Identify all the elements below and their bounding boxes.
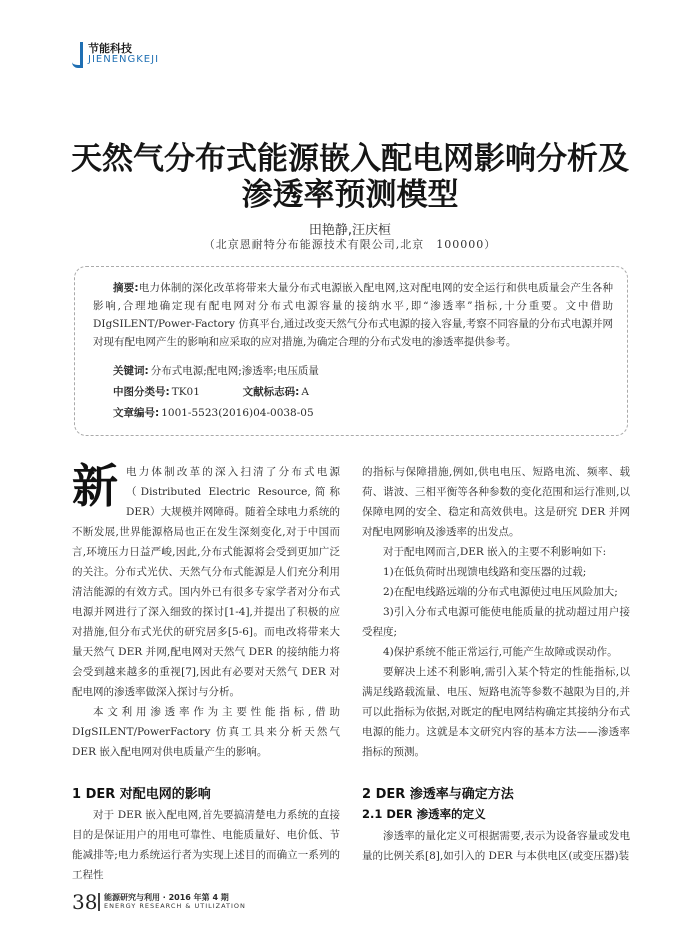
abstract-paragraph (93, 279, 613, 351)
article-number-line (113, 405, 314, 420)
section-2-heading: 2 DER 渗透率与确定方法 (362, 787, 514, 802)
page-number: 38 (72, 890, 98, 914)
article-authors: 田艳静,汪庆桓 (308, 223, 392, 238)
abstract-box (74, 266, 628, 436)
keywords-line (113, 363, 319, 378)
right-paragraph-3: 要解决上述不利影响,需引入某个特定的性能指标,以满足线路载流量、电压、短路电流等参数不越限为目的,并可以此指标为依据,对既定的配电网结构确定其接纳分布式电源的能力。这就是本文研究内容的基本方法——渗透率指标的预测。 (362, 666, 630, 758)
right-paragraph-1: 的指标与保障措施,例如,供电电压、短路电流、频率、载荷、谐波、三相平衡等各种参数的变化范围和运行准则,以保障电网的安全、稳定和高效供电。这是研究 DER 并网对配电网影响及渗透率的出发点。 (362, 466, 630, 538)
section-1-paragraph: 对于 DER 嵌入配电网,首先要搞清楚电力系统的直接目的是保证用户的用电可靠性、电能质量好、电价低、节能减排等;电力系统运行者为实现上述目的而确立一系列的工程性 (72, 809, 340, 881)
section-2-1-heading: 2.1 DER 渗透率的定义 (362, 807, 486, 821)
footer-journal-cn: 能源研究与利用 · 2016 年第 4 期 (104, 893, 229, 902)
doc-code-label: 文献标志码: (242, 386, 300, 398)
keywords-label: 关键词: (113, 365, 149, 377)
section-2-1-paragraph: 渗透率的量化定义可根据需要,表示为设备容量或发电量的比例关系[8],如引入的 DER 与本供电区(或变压器)装 (362, 830, 630, 862)
drop-cap: 新 (72, 459, 118, 513)
section-1-heading: 1 DER 对配电网的影响 (72, 787, 211, 802)
impact-item-3: 3)引入分布式电源可能使电能质量的扰动超过用户接受程度; (362, 606, 630, 638)
left-column-intro (72, 459, 340, 762)
abstract-label: 摘要: (113, 282, 139, 294)
intro-paragraph-1: 电力体制改革的深入扫清了分布式电源（Distributed Electric Resource,简称 DER）大规模并网障碍。随着全球电力系统的不断发展,世界能源格局也正在发生深刻变化,对于中国而言,环境压力日益严峻,因此,分布式能源将会受到更加广泛的关注。分布式光伏、天然气分布式能源是人们充分利用清洁能源的有效方式。国内外已有很多专家学者对分布式电源并网进行了深入细致的探讨[1-4],并提出了积极的应对措施,但分布式光伏的研究居多[5-6]。而电改将带来大量天然气 DER 并网,配电网对天然气 DER 的接纳能力将会受到越来越多的重视[7],因此有必要对天然气 DER 对配电网的渗透率做深入探讨与分析。 (72, 466, 340, 698)
article-number-label: 文章编号: (113, 407, 160, 419)
journal-name-cn: 节能科技 (88, 42, 132, 55)
classification-line (113, 384, 309, 399)
journal-logo-mark (72, 42, 83, 68)
abstract-text: 电力体制的深化改革将带来大量分布式电源嵌入配电网,这对配电网的安全运行和供电质量会产生各种影响,合理地确定现有配电网对分布式电源容量的接纳水平,即“渗透率”指标,十分重要。文中借助 DIgSILENT/Power-Factory 仿真平台,通过改变天然气分布式电源的接入容量,考察不同容量的分布式电源并网对现有配电网产生的影响和应采取的应对措施,为确定合理的分布式发电的渗透率提供参考。 (93, 282, 613, 348)
right-column-body (362, 462, 630, 762)
section-2-1-body (362, 826, 630, 866)
article-affiliation: （北京恩耐特分布能源技术有限公司,北京 100000） (203, 238, 497, 251)
section-1-body (72, 805, 340, 885)
right-paragraph-2: 对于配电网而言,DER 嵌入的主要不利影响如下: (383, 546, 607, 558)
clc-label: 中图分类号: (113, 386, 170, 398)
clc-value: TK01 (171, 386, 200, 398)
impact-item-1: 1)在低负荷时出现馈电线路和变压器的过载; (383, 566, 587, 578)
journal-name-en: JIENENGKEJI (88, 54, 160, 65)
keywords-value: 分布式电源;配电网;渗透率;电压质量 (150, 365, 319, 377)
footer-journal-en: ENERGY RESEARCH & UTILIZATION (104, 902, 246, 910)
article-number-value: 1001-5523(2016)04-0038-05 (161, 407, 314, 419)
article-title-line-1: 天然气分布式能源嵌入配电网影响分析及 (71, 141, 629, 177)
footer-divider (98, 893, 100, 911)
intro-paragraph-2: 本文利用渗透率作为主要性能指标,借助 DIgSILENT/PowerFactory 仿真工具来分析天然气 DER 嵌入配电网对供电质量产生的影响。 (72, 706, 340, 758)
impact-item-2: 2)在配电线路远端的分布式电源使过电压风险加大; (383, 586, 618, 598)
impact-item-4: 4)保护系统不能正常运行,可能产生故障或误动作。 (383, 646, 618, 658)
doc-code-value: A (301, 386, 309, 398)
article-title-line-2: 渗透率预测模型 (241, 177, 459, 213)
